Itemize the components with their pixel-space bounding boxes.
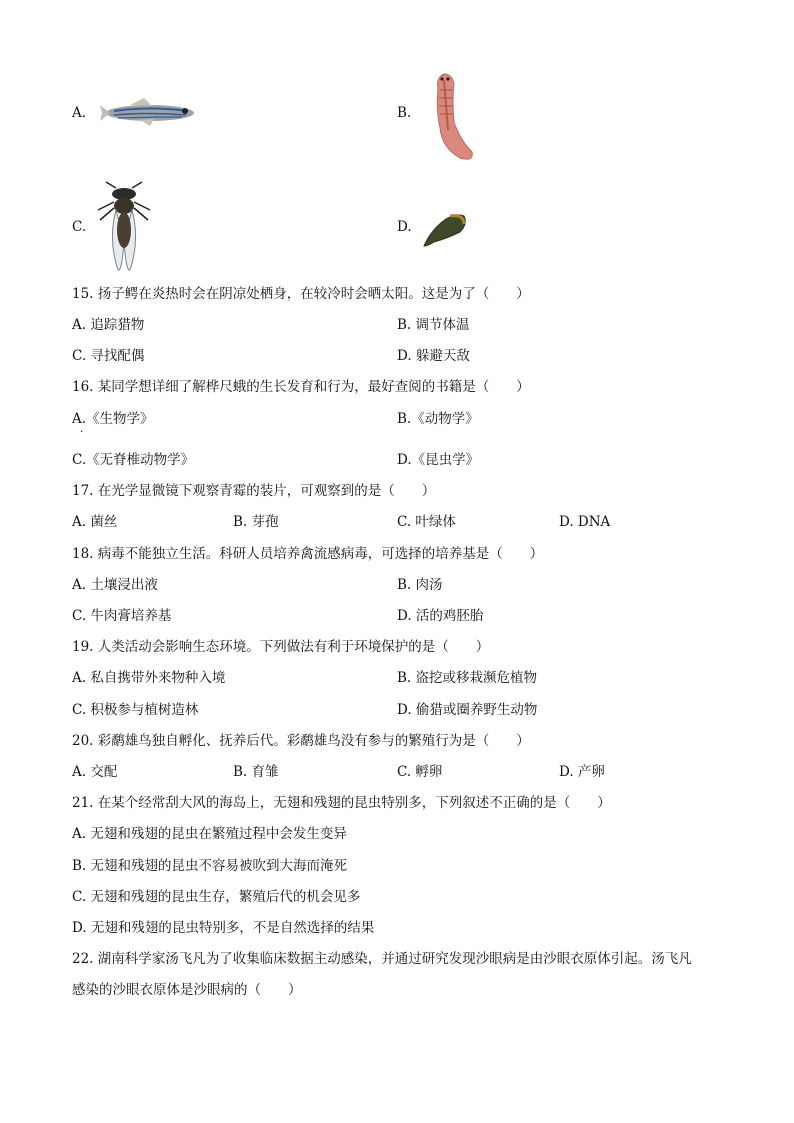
q19-option-b: B. 盗挖或移栽濒危植物 xyxy=(397,670,538,686)
q17-option-b: B. 芽孢 xyxy=(233,514,279,530)
q16-option-c: C.《无脊椎动物学》 xyxy=(72,452,195,468)
question-22-stem: 22. 湖南科学家汤飞凡为了收集临床数据主动感染，并通过研究发现沙眼病是由沙眼衣原体引起。汤飞凡 xyxy=(72,951,692,967)
q18-option-a: A. 土壤浸出液 xyxy=(72,577,158,593)
zebrafish-image xyxy=(100,92,202,130)
option-b-label: B. xyxy=(397,105,412,121)
q17-option-c: C. 叶绿体 xyxy=(397,514,456,530)
q16-option-b: B.《动物学》 xyxy=(397,411,479,427)
question-16-stem: 16. 某同学想详细了解桦尺蛾的生长发育和行为，最好查阅的书籍是（ ） xyxy=(72,379,530,395)
q16-option-d: D.《昆虫学》 xyxy=(397,452,480,468)
q15-option-d: D. 躲避天敌 xyxy=(397,348,470,364)
q21-option-b: B. 无翅和残翅的昆虫不容易被吹到大海而淹死 xyxy=(72,858,348,874)
q15-option-a: A. 追踪猎物 xyxy=(72,317,145,333)
cicada-image xyxy=(94,180,154,274)
q20-option-c: C. 孵卵 xyxy=(397,764,443,780)
question-21-stem: 21. 在某个经常刮大风的海岛上，无翅和残翅的昆虫特别多，下列叙述不正确的是（ ） xyxy=(72,795,611,811)
option-d-label: D. xyxy=(397,219,412,235)
q18-option-b: B. 肉汤 xyxy=(397,577,443,593)
q17-option-a: A. 菌丝 xyxy=(72,514,118,530)
q15-option-b: B. 调节体温 xyxy=(397,317,470,333)
q19-option-d: D. 偷猎或圈养野生动物 xyxy=(397,702,538,718)
q19-option-a: A. 私自携带外来物种入境 xyxy=(72,670,226,686)
q21-option-a: A. 无翅和残翅的昆虫在繁殖过程中会发生变异 xyxy=(72,826,347,842)
question-20-stem: 20. 彩鹬雄鸟独自孵化、抚养后代。彩鹬雄鸟没有参与的繁殖行为是（ ） xyxy=(72,733,530,749)
q18-option-c: C. 牛肉膏培养基 xyxy=(72,608,172,624)
option-c-label: C. xyxy=(72,219,87,235)
q15-option-c: C. 寻找配偶 xyxy=(72,348,145,364)
q19-option-c: C. 积极参与植树造林 xyxy=(72,702,199,718)
question-19-stem: 19. 人类活动会影响生态环境。下列做法有利于环境保护的是（ ） xyxy=(72,639,490,655)
option-a-label: A. xyxy=(72,105,87,121)
q17-option-d: D. DNA xyxy=(559,514,611,530)
q16-option-a: A.《生物学》 xyxy=(72,411,154,427)
leech-image xyxy=(420,204,470,250)
q18-option-d: D. 活的鸡胚胎 xyxy=(397,608,484,624)
q21-option-c: C. 无翅和残翅的昆虫生存，繁殖后代的机会见多 xyxy=(72,889,361,905)
planarian-image xyxy=(424,70,480,164)
q20-option-b: B. 育雏 xyxy=(233,764,279,780)
stray-dot: · xyxy=(80,427,84,438)
q21-option-d: D. 无翅和残翅的昆虫特别多，不是自然选择的结果 xyxy=(72,920,375,936)
fish-tail xyxy=(100,105,110,121)
question-18-stem: 18. 病毒不能独立生活。科研人员培养禽流感病毒，可选择的培养基是（ ） xyxy=(72,546,544,562)
question-22-stem-line2: 感染的沙眼衣原体是沙眼病的（ ） xyxy=(72,982,302,998)
q20-option-d: D. 产卵 xyxy=(559,764,605,780)
question-15-stem: 15. 扬子鳄在炎热时会在阴凉处栖身，在较冷时会晒太阳。这是为了（ ） xyxy=(72,286,530,302)
q20-option-a: A. 交配 xyxy=(72,764,118,780)
question-17-stem: 17. 在光学显微镜下观察青霉的装片，可观察到的是（ ） xyxy=(72,483,436,499)
